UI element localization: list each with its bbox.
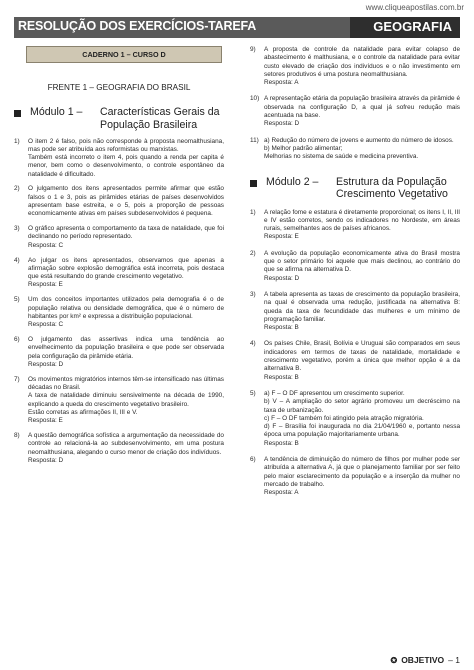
section-title: RESOLUÇÃO DOS EXERCÍCIOS-TAREFA: [18, 19, 257, 33]
question-item: [250, 340, 460, 381]
answer-label: Resposta: B: [264, 324, 299, 332]
answer-label: Resposta: D: [264, 120, 300, 128]
question-item: [14, 257, 224, 290]
question-body: [28, 257, 224, 290]
answer-label: Resposta: C: [28, 321, 64, 329]
question-number: 2): [250, 249, 256, 257]
answer-text: A taxa de natalidade diminuiu sensivelmente na década de 1990, explicando a queda do crescimento vegetativo brasileiro.: [28, 392, 224, 408]
answer-label: Resposta: E: [28, 281, 63, 289]
question-body: [28, 296, 224, 329]
answer-text: A proposta de controle da natalidade para evitar colapso de abastecimento é malthusiana, e o controle da natalidade para evitar custo elevado de criação dos indivíduos e o não investimento em setores produtivos é uma postura neomalthusiana.: [264, 46, 460, 78]
question-list: [250, 46, 460, 162]
question-number: 2): [14, 185, 20, 193]
question-body: [28, 185, 224, 218]
question-item: [14, 432, 224, 465]
answer-text: O item 2 é falso, pois não corresponde à proposta neomalthusiana, mas pode ser atribuída aos reformistas ou marxistas.: [28, 137, 224, 153]
question-body: [264, 390, 460, 448]
answer-text: c) F – O DF também foi atingido pela atração migratória.: [264, 414, 424, 422]
question-item: [14, 296, 224, 329]
answer-text: A tendência de diminuição do número de filhos por mulher pode ser atribuída a alternativa A, já que o planejamento familiar por ser feito pelo maior esclarecimento da população e a inserção da mulher no mercado de trabalho.: [264, 455, 460, 488]
question-number: 3): [14, 225, 20, 233]
question-item: [250, 95, 460, 128]
bullet-square-icon: [250, 180, 257, 187]
answer-label: Resposta: E: [264, 233, 299, 241]
footer-brand: OBJETIVO: [401, 655, 445, 665]
question-item: [14, 336, 224, 369]
question-item: [250, 137, 460, 162]
question-item: [250, 250, 460, 283]
left-column: [14, 46, 224, 465]
answer-text: Os movimentos migratórios internos têm-se intensificado nas últimas décadas no Brasil.: [28, 375, 224, 391]
answer-text: a) Redução do número de jovens e aumento do número de idosos.: [264, 136, 454, 144]
question-item: [14, 138, 224, 179]
answer-text: O julgamento dos itens apresentados permite afirmar que estão falsos o 1 e 3, pois as pirâmides etárias de países desenvolvidos apresentam base estreita, e o 5, pois a proporção de pessoas economicamente ativas em países subdesenvolvidos é pequena.: [28, 185, 224, 218]
answer-text: O gráfico apresenta o comportamento da taxa de natalidade, que foi declinando no período representado.: [28, 225, 224, 241]
question-body: [28, 376, 224, 426]
answer-label: Resposta: C: [28, 241, 64, 249]
answer-text: A evolução da população economicamente ativa do Brasil mostra que o setor primário foi aquele que mais declinou, ao contrário do que se afirma na alternativa D.: [264, 249, 460, 274]
modulo-label: Módulo 2 –: [266, 175, 319, 188]
question-body: [264, 137, 460, 162]
subject-label: GEOGRAFIA: [373, 19, 452, 34]
subject-badge: [350, 17, 460, 38]
question-body: [264, 95, 460, 128]
question-number: 8): [14, 431, 20, 439]
answer-label: Resposta: B: [264, 439, 299, 447]
answer-label: Resposta: A: [264, 489, 299, 497]
question-number: 4): [250, 340, 256, 348]
question-body: [264, 209, 460, 242]
question-number: 5): [14, 296, 20, 304]
bullet-square-icon: [14, 110, 21, 117]
question-item: [250, 456, 460, 497]
question-body: [264, 456, 460, 497]
question-list: [14, 138, 224, 466]
right-column: [250, 46, 460, 497]
question-body: [28, 432, 224, 465]
answer-text: A representação etária da população brasileira através da pirâmide é observada na configuração D, a qual já sofreu redução mais acentuada na base.: [264, 95, 460, 120]
answer-text: O julgamento das assertivas indica uma tendência ao envelhecimento da população brasileira e que pode ser observada pela configuração da pirâmide etária.: [28, 335, 224, 360]
question-body: [264, 250, 460, 283]
answer-text: b) Melhor padrão alimentar;: [264, 144, 343, 152]
frente-title: FRENTE 1 – GEOGRAFIA DO BRASIL: [47, 83, 191, 92]
question-number: 6): [14, 335, 20, 343]
question-number: 1): [14, 137, 20, 145]
question-body: [28, 138, 224, 179]
question-body: [264, 340, 460, 381]
question-number: 10): [250, 95, 260, 103]
answer-text: A relação fome e estatura é diretamente proporcional; os itens I, II, III e IV estão corretos, sendo os indicadores no Nordeste, em áreas rurais, semelhantes aos de países africanos.: [264, 208, 460, 233]
modulo-1-heading: [14, 106, 224, 131]
question-number: 7): [14, 375, 20, 383]
answer-text: a) F – O DF apresentou um crescimento superior.: [264, 389, 405, 397]
answer-label: Resposta: D: [28, 360, 64, 368]
answer-label: Resposta: E: [28, 417, 63, 425]
question-item: [14, 225, 224, 250]
question-number: 5): [250, 389, 256, 397]
question-body: [28, 336, 224, 369]
answer-text: Ao julgar os itens apresentados, observamos que apenas a afirmação sobre explosão demográfica está incorreta, pois destaca que está resultando do grande crescimento vegetativo.: [28, 256, 224, 281]
answer-text: d) F – Brasília foi inaugurada no dia 21/04/1960 e, portanto nessa época uma população majoritariamente urbana.: [264, 423, 460, 439]
answer-label: Resposta: D: [264, 274, 300, 282]
answer-text: Um dos conceitos importantes utilizados pela demografia é o de população relativa ou densidade demográfica, que é o número de habitantes por km² e expressa a distribuição populacional.: [28, 296, 224, 320]
question-body: [28, 225, 224, 250]
answer-text: Os países Chile, Brasil, Bolívia e Uruguai são comparados em seus indicadores em termos de taxas de natalidade, mortalidade e crescimento vegetativo, porém a única que melhor opção é a da alternativa B.: [264, 340, 460, 373]
question-number: 11): [250, 136, 259, 144]
question-list: [250, 209, 460, 498]
modulo-2-heading: [250, 176, 460, 201]
question-item: [14, 185, 224, 218]
page-number: – 1: [448, 655, 460, 665]
modulo-title-line1: Características Gerais da: [100, 106, 220, 118]
site-url[interactable]: www.cliqueapostilas.com.br: [365, 3, 464, 12]
answer-label: Resposta: A: [264, 79, 299, 87]
question-number: 4): [14, 256, 20, 264]
answer-text: Melhorias no sistema de saúde e medicina preventiva.: [264, 153, 419, 161]
answer-text: Estão corretas as afirmações II, III e V.: [28, 408, 138, 416]
question-body: [264, 46, 460, 87]
header-bar: [14, 17, 460, 38]
modulo-label: Módulo 1 –: [30, 106, 83, 118]
answer-label: Resposta: D: [28, 456, 64, 464]
answer-text: b) V – A ampliação do setor agrário promoveu um decréscimo na taxa de urbanização.: [264, 398, 460, 414]
question-number: 9): [250, 46, 256, 53]
modulo-title-line2: População Brasileira: [100, 118, 198, 131]
question-item: [250, 291, 460, 332]
modulo-title-line2: Crescimento Vegetativo: [336, 188, 448, 201]
question-number: 3): [250, 290, 256, 298]
question-item: [250, 209, 460, 242]
modulo-title-line1: Estrutura da População: [336, 175, 447, 188]
question-item: [250, 390, 460, 448]
answer-text: A tabela apresenta as taxas de crescimento da população brasileira, na qual é observada uma redução, justificada na alternativa B: queda da taxa de fecundidade das mulheres e um mínimo de programação familiar.: [264, 290, 460, 323]
objetivo-logo-icon: ✪: [390, 655, 398, 665]
question-item: [14, 376, 224, 426]
footer: [390, 655, 460, 665]
answer-label: Resposta: B: [264, 373, 299, 381]
answer-text: Também está incorreto o item 4, pois quando a renda per capita é menor, bem como o desenvolvimento, o controle espontâneo da natalidade é dificultado.: [28, 154, 224, 178]
question-body: [264, 291, 460, 332]
question-number: 1): [250, 208, 256, 216]
question-item: [250, 46, 460, 87]
caderno-box: CADERNO 1 – CURSO D: [26, 46, 222, 63]
answer-text: A questão demográfica sofística a argumentação da necessidade do controle ao relacioná-la ao subdesenvolvimento, em uma postura neomalthusiana, alegando o curso menor de criação dos indivíduos.: [28, 431, 224, 456]
question-number: 6): [250, 455, 256, 463]
